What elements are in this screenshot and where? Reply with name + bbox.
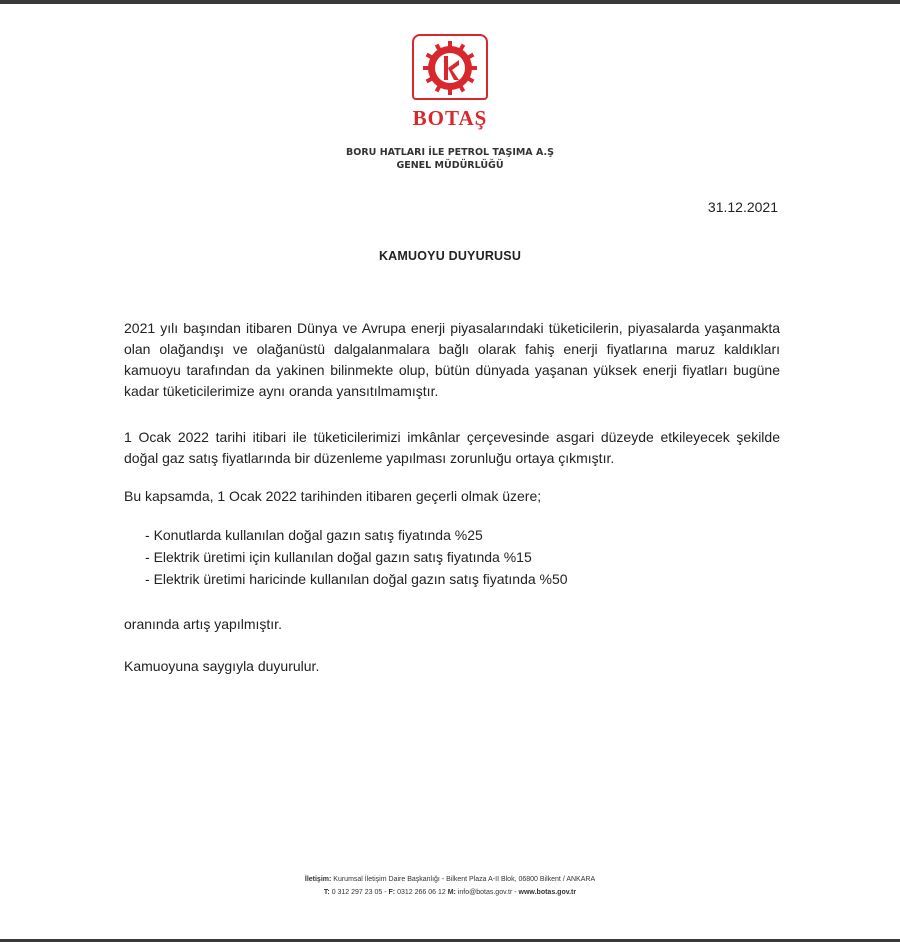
contact-text: Kurumsal İletişim Daire Başkanlığı - Bilkent Plaza A-II Blok, 06800 Bilkent / ANKARA <box>333 876 596 883</box>
footer-contact-line <box>0 873 900 886</box>
mail-link[interactable]: info@botas.gov.tr <box>457 889 513 896</box>
list-item: - Elektrik üretimi haricinde kullanılan doğal gazın satış fiyatında %50 <box>145 568 745 590</box>
paragraph-1: 2021 yılı başından itibaren Dünya ve Avrupa enerji piyasalarındaki tüketicilerin, piyasalarda yaşanmakta olan olağandışı ve olağanüstü dalgalanmalara bağlı olarak fahiş enerji fiyatlarına maruz kaldıkları kamuoyu tarafından da yakinen bilinmekte olup, bütün dünyada yaşanan yüksek enerji fiyatları bugüne kadar tüketicilerimize aynı oranda yansıtılmamıştır. <box>124 320 780 399</box>
logo-container <box>0 34 900 105</box>
fax-label: F: <box>388 889 396 896</box>
company-line-1: BORU HATLARI İLE PETROL TAŞIMA A.Ş <box>346 147 554 158</box>
fax: 0312 266 06 12 <box>397 889 446 896</box>
contact-label: İletişim: <box>304 876 332 883</box>
closing-line: Kamuoyuna saygıyla duyurulur. <box>124 658 320 674</box>
mail-label: M: <box>447 889 456 896</box>
list-item: - Elektrik üretimi için kullanılan doğal gazın satış fiyatında %15 <box>145 546 745 568</box>
list-item: - Konutlarda kullanılan doğal gazın satış fiyatında %25 <box>145 524 745 546</box>
phone-label: T: <box>323 889 330 896</box>
brand-name: BOTAŞ <box>412 106 488 130</box>
botas-emblem-icon <box>421 38 479 96</box>
footer <box>0 873 900 899</box>
website-link[interactable]: www.botas.gov.tr <box>518 889 577 896</box>
footer-phone-line: T: 0 312 297 23 05 - F: 0312 266 06 12 M: info@botas.gov.tr - www.botas.gov.tr <box>323 889 577 896</box>
company-line-2: GENEL MÜDÜRLÜĞÜ <box>396 160 504 171</box>
paragraph-2: 1 Ocak 2022 tarihi itibari ile tüketicilerimizi imkânlar çerçevesinde asgari düzeyde etkileyecek şekilde doğal gaz satış fiyatlarında bir düzenleme yapılması zorunluğu ortaya çıkmıştır. <box>124 429 780 466</box>
top-border <box>0 0 900 4</box>
increase-list <box>145 524 745 590</box>
page-title: KAMUOYU DUYURUSU <box>378 249 522 263</box>
paragraph-4: oranında artış yapılmıştır. <box>124 616 282 632</box>
botas-logo <box>412 34 488 100</box>
company-name <box>0 146 900 172</box>
document-date: 31.12.2021 <box>707 199 778 215</box>
paragraph-3: Bu kapsamda, 1 Ocak 2022 tarihinden itibaren geçerli olmak üzere; <box>124 488 542 504</box>
phone: 0 312 297 23 05 <box>331 889 383 896</box>
